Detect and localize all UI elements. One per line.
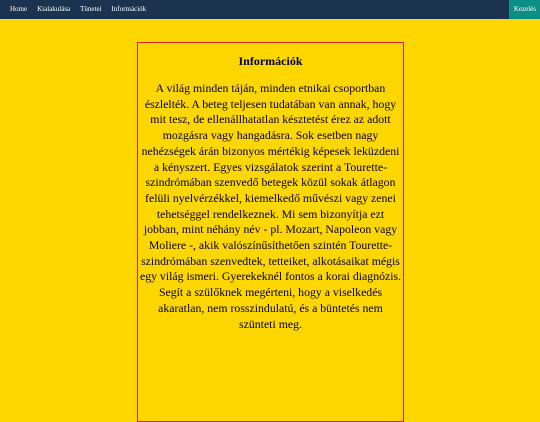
nav-link-tunetei[interactable]: Tünetei [80, 5, 102, 13]
nav-link-home[interactable]: Home [10, 5, 28, 13]
nav-link-kialakulasa[interactable]: Kialakulása [37, 5, 71, 13]
content-panel [137, 42, 404, 422]
top-navigation-bar [0, 0, 540, 19]
nav-link-kezeles[interactable]: Kezelés [509, 0, 540, 19]
nav-link-informaciok[interactable]: Információk [111, 5, 147, 13]
article-body: A világ minden táján, minden etnikai csoportban észlelték. A beteg teljesen tudatában van annak, hogy mit tesz, de ellenállhatatlan késztetést érez az adott mozgásra vagy hangadásra. Sok esetben nagy nehézségek árán bizonyos mértékig képesek leküzdeni a kényszert. Egyes vizsgálatok szerint a Tourette-szindrómában szenvedő betegek közül sokak átlagon felüli nyelvérzékkel, kiemelkedő művészi vagy zenei tehetséggel rendelkeznek. Mi sem bizonyítja ezt jobban, mint néhány név - pl. Mozart, Napoleon vagy Moliere -, akik valószínűsíthetően szintén Tourette-szindrómában szenvedtek, tetteiket, alkotásaikat mégis egy világ ismeri. Gyerekeknél fontos a korai diagnózis. Segít a szülőknek megérteni, hogy a viselkedés akaratlan, nem rosszindulatú, és a büntetés nem szünteti meg. [139, 81, 402, 331]
page-title: Információk [238, 54, 303, 68]
